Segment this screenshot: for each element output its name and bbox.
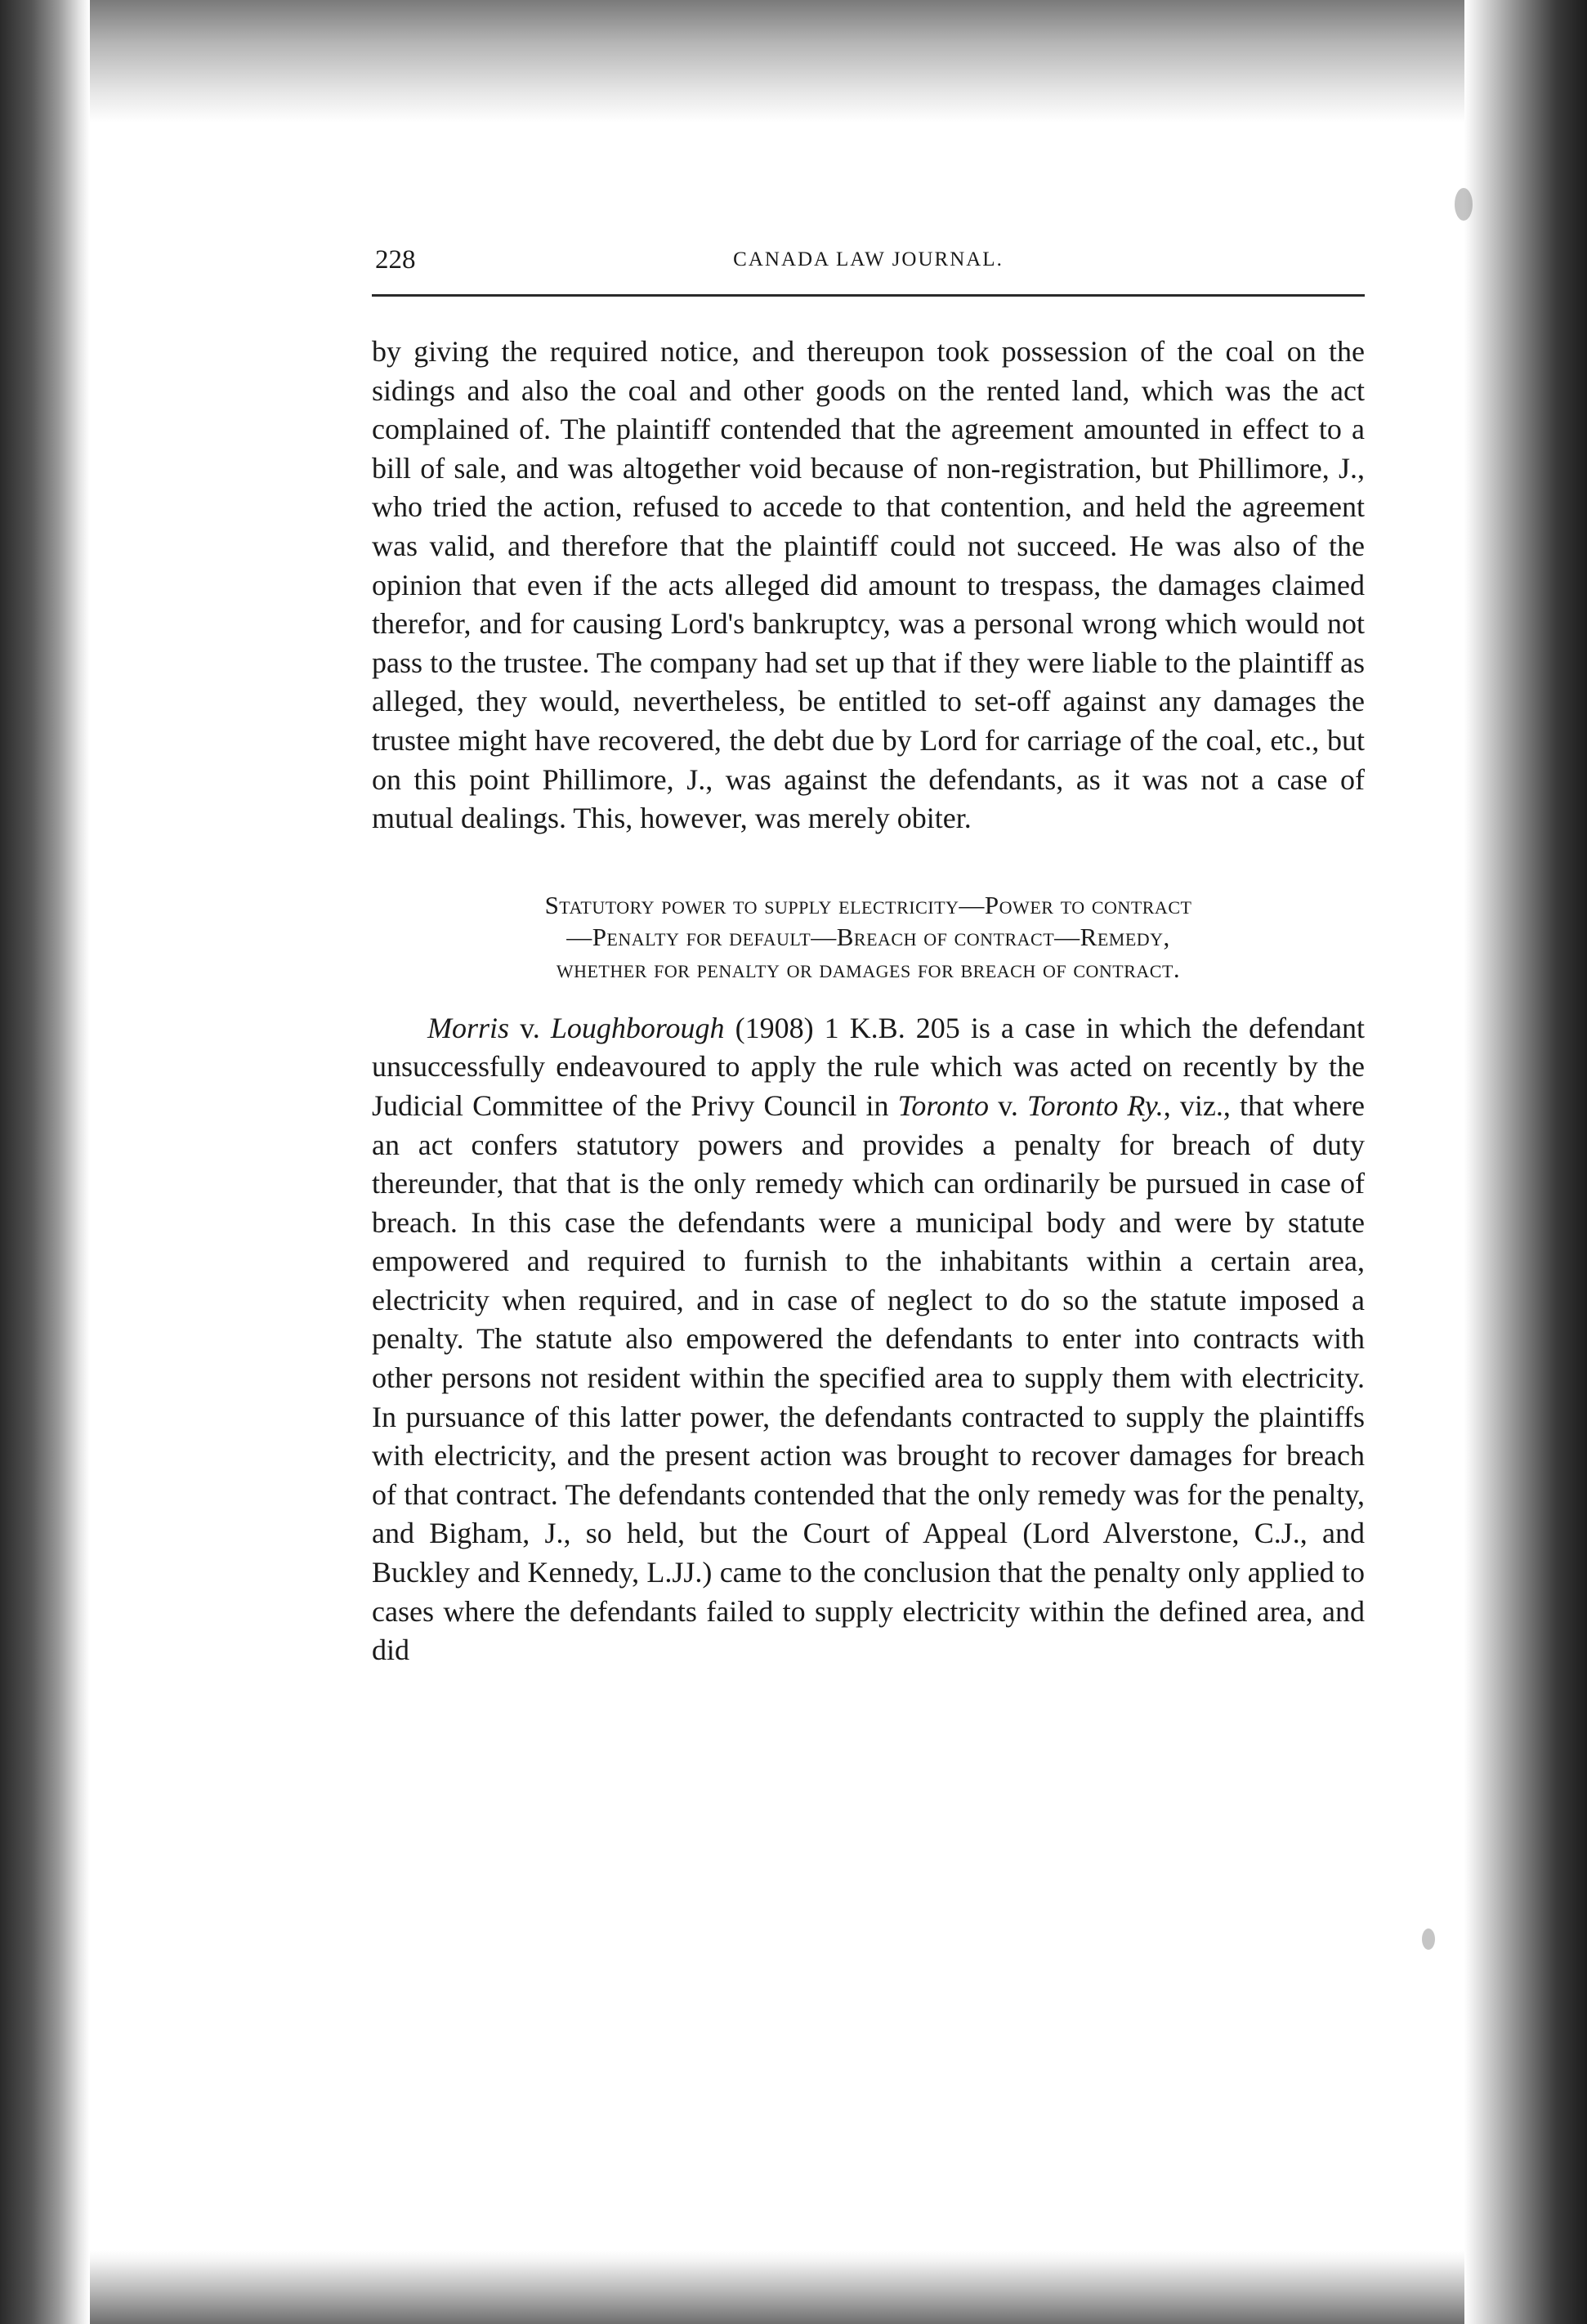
page-number: 228 xyxy=(375,245,416,275)
paragraph-text: (1908) 1 K.B. 205 is a case in which the defendant unsuccessfully endeavoured to apply the rule which was acted on recently by the Judicial Committee of the Privy Council in xyxy=(372,1011,1366,1122)
scan-smudge xyxy=(1422,1928,1435,1950)
case-name: Toronto xyxy=(897,1088,990,1122)
running-head xyxy=(372,237,1365,278)
section-heading xyxy=(372,889,1365,985)
body-paragraph-1: by giving the required notice, and thereupon took possession of the coal on the sidings and also the coal and other goods on the rented land, which was the act complained of. The plaintiff contended that the agreement amounted in effect to a bill of sale, and was altogether void because of non-registration, but Phillimore, J., who tried the action, refused to accede to that contention, and held the agreement was valid, and therefore that the plaintiff could not succeed. He was also of the opinion that even if the acts alleged did amount to trespass, the damages claimed therefor, and for causing Lord's bankruptcy, was a personal wrong which would not pass to the trustee. The company had set up that if they were liable to the plaintiff as alleged, they would, nevertheless, be entitled to set-off against any damages the trustee might have recovered, the debt due by Lord for carriage of the coal, etc., but on this point Phillimore, J., was against the defendants, as it was not a case of mutual dealings. This, however, was merely obiter. xyxy=(372,335,1365,835)
heading-line-1: Statutory power to supply electricity—Power to contract xyxy=(544,890,1192,919)
journal-page xyxy=(372,237,1365,1670)
scan-shadow-bottom xyxy=(0,2250,1587,2324)
journal-title: CANADA LAW JOURNAL. xyxy=(733,248,1004,270)
versus: v. xyxy=(989,1088,1027,1122)
case-name: Morris xyxy=(427,1011,510,1044)
versus: v. xyxy=(509,1011,551,1044)
scan-shadow-top xyxy=(0,0,1587,123)
paragraph-text: , viz., that where an act confers statutory powers and provides a penalty for breach of duty thereunder, that that is the only remedy which can ordinarily be pursued in case of breach. In this case the defendants were a municipal body and were by statute empowered and required to furnish to the inhabitants within a certain area, electricity when required, and in case of neglect to do so the statute imposed a penalty. The statute also empowered the defendants to enter into contracts with other persons not resident within the specified area to supply them with electricity. In pursuance of this latter power, the defendants contracted to supply the plaintiffs with electricity, and the present action was brought to recover damages for breach of that contract. The defendants contended that the only remedy was for the penalty, and Bigham, J., so held, but the Court of Appeal (Lord Alverstone, C.J., and Buckley and Kennedy, L.JJ.) came to the conclusion that the penalty only applied to cases where the defendants failed to supply electricity within the defined area, and did xyxy=(372,1088,1365,1667)
case-name: Loughborough xyxy=(550,1011,725,1044)
body-paragraph-2 xyxy=(372,1009,1365,1670)
case-name: Toronto Ry. xyxy=(1026,1088,1164,1122)
scan-smudge xyxy=(1455,188,1473,221)
heading-line-2: —Penalty for default—Breach of contract—Remedy, xyxy=(566,922,1170,951)
scan-shadow-right xyxy=(1464,0,1587,2324)
heading-line-3: whether for penalty or damages for breach of contract. xyxy=(556,954,1181,983)
header-rule xyxy=(372,294,1365,297)
scan-shadow-left xyxy=(0,0,90,2324)
